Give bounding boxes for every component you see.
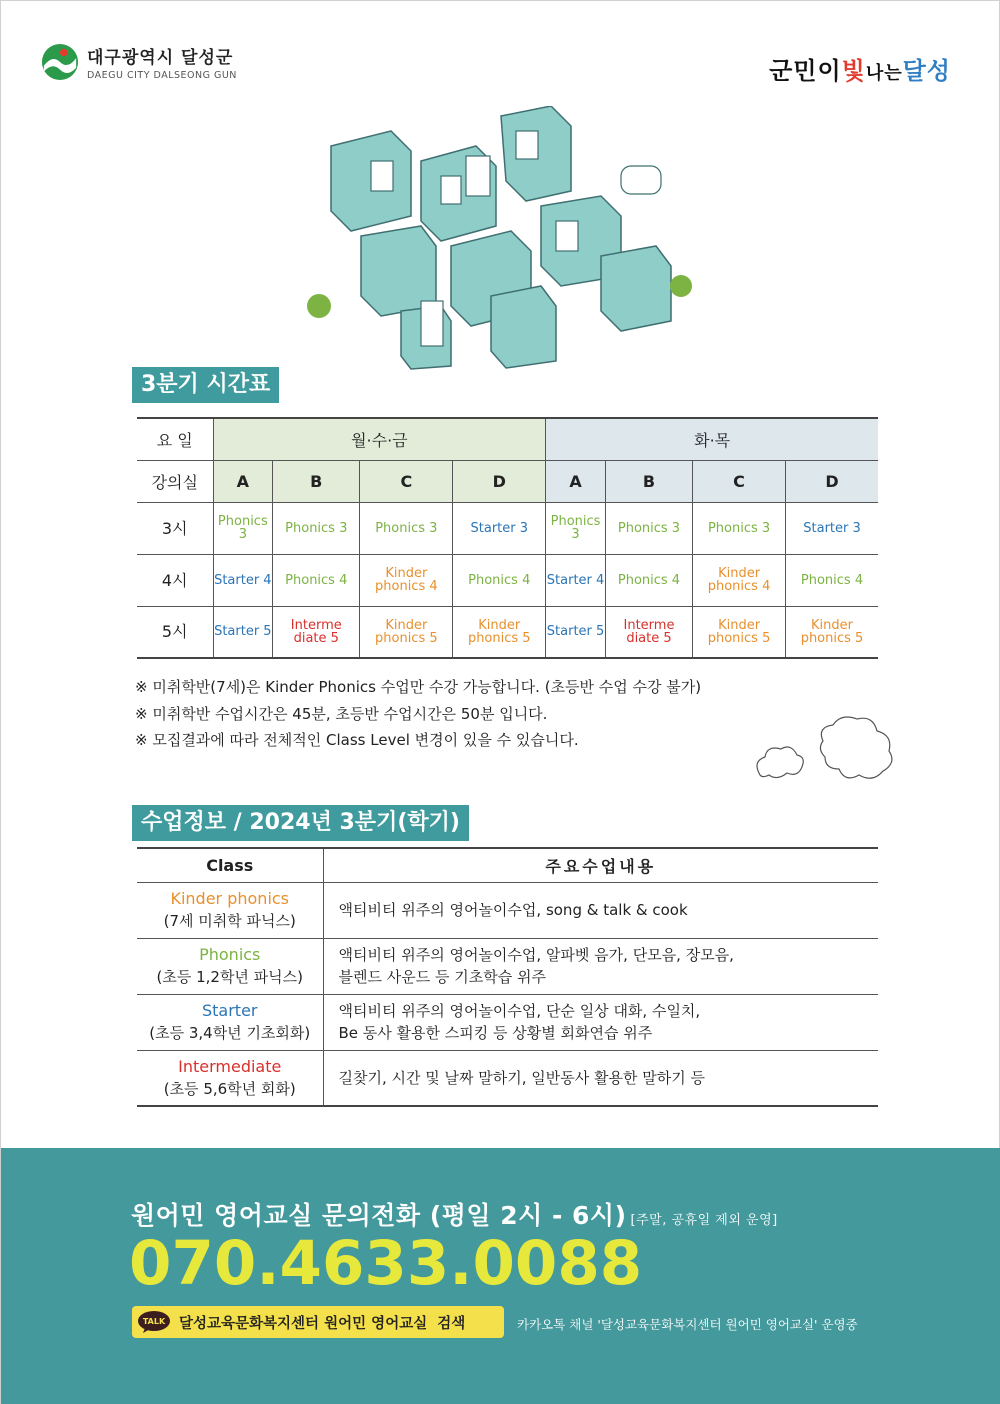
class-cell: Phonics 3 <box>213 502 273 554</box>
slogan-part-2: 빛 <box>841 57 866 85</box>
kakao-channel-note: 카카오톡 채널 '달성교육문화복지센터 원어민 영어교실' 운영중 <box>517 1317 858 1332</box>
class-cell: Kinder phonics 4 <box>360 554 453 606</box>
time-label: 4시 <box>137 554 213 606</box>
class-target: (초등 3,4학년 기초회화) <box>149 1024 311 1042</box>
table-row <box>137 994 878 1050</box>
room-label: 강의실 <box>137 460 213 502</box>
cloud-icon <box>751 713 901 793</box>
class-cell: Phonics 3 <box>273 502 360 554</box>
contact-footer <box>1 1148 1000 1404</box>
timetable <box>137 417 878 659</box>
class-cell: Kinder phonics 5 <box>693 606 786 658</box>
class-name: Starter <box>201 1001 258 1020</box>
room-header: C <box>360 460 453 502</box>
class-cell: Kinder phonics 5 <box>786 606 878 658</box>
class-cell: Kinder phonics 4 <box>693 554 786 606</box>
class-cell: Phonics 4 <box>786 554 878 606</box>
class-cell: Starter 5 <box>213 606 273 658</box>
class-cell: Starter 3 <box>453 502 546 554</box>
org-name-en: DAEGU CITY DALSEONG GUN <box>87 70 237 81</box>
table-row <box>137 502 878 554</box>
class-target: (초등 5,6학년 회화) <box>163 1079 296 1098</box>
class-description: 액티비티 위주의 영어놀이수업, 단순 일상 대화, 수일치, <box>338 1002 701 1020</box>
dalseong-emblem-icon <box>41 43 79 81</box>
class-cell: Starter 4 <box>546 554 606 606</box>
group-tue-thu: 화·목 <box>546 418 878 460</box>
note-line: ※ 모집결과에 따라 전체적인 Class Level 변경이 있을 수 있습니다. <box>135 731 579 749</box>
class-cell: Interme diate 5 <box>273 606 360 658</box>
room-header: A <box>546 460 606 502</box>
class-cell: Kinder phonics 5 <box>360 606 453 658</box>
class-cell: Phonics 4 <box>453 554 546 606</box>
phone-number[interactable]: 070.4633.0088 <box>129 1228 643 1299</box>
class-description: Be 동사 활용한 스피킹 등 상황별 회화연습 위주 <box>338 1024 653 1042</box>
room-header: C <box>693 460 786 502</box>
class-cell: Phonics 3 <box>360 502 453 554</box>
org-name-ko: 대구광역시 달성군 <box>87 48 234 68</box>
table-row <box>137 938 878 994</box>
contact-title-text: 원어민 영어교실 문의전화 (평일 2시 - 6시) <box>131 1201 627 1230</box>
org-logo <box>41 43 237 81</box>
class-target: (7세 미취학 파닉스) <box>163 912 296 930</box>
search-button[interactable]: 검색 <box>437 1315 466 1332</box>
search-keyword: 달성교육문화복지센터 원어민 영어교실 <box>179 1315 428 1332</box>
class-cell: Phonics 3 <box>693 502 786 554</box>
slogan-part-4: 달성 <box>902 57 951 85</box>
talk-label: TALK <box>142 1317 166 1326</box>
class-cell: Phonics 4 <box>273 554 360 606</box>
class-description: 블렌드 사운드 등 기초학습 위주 <box>338 968 546 986</box>
room-header: A <box>213 460 273 502</box>
slogan-part-1: 군민이 <box>769 57 842 85</box>
day-label: 요 일 <box>137 418 213 460</box>
room-header: D <box>786 460 878 502</box>
class-info-table <box>137 847 878 1107</box>
class-cell: Kinder phonics 5 <box>453 606 546 658</box>
note-line: ※ 미취학반(7세)은 Kinder Phonics 수업만 수강 가능합니다. (초등반 수업 수강 불가) <box>135 678 702 696</box>
class-name: Phonics <box>199 945 261 964</box>
class-cell: Starter 4 <box>213 554 273 606</box>
contact-hours-note: [주말, 공휴일 제외 운영] <box>630 1213 778 1228</box>
content-column-header: 주요수업내용 <box>323 848 878 882</box>
table-row <box>137 882 878 938</box>
class-name: Intermediate <box>178 1056 282 1076</box>
class-column-header: Class <box>137 848 323 882</box>
kakao-search-bar[interactable] <box>132 1306 504 1338</box>
slogan-logo <box>769 51 951 86</box>
class-description: 액티비티 위주의 영어놀이수업, song & talk & cook <box>338 901 688 919</box>
time-label: 5시 <box>137 606 213 658</box>
class-name: Kinder phonics <box>170 889 290 908</box>
class-cell: Starter 5 <box>546 606 606 658</box>
class-description: 길찾기, 시간 및 날짜 말하기, 일반동사 활용한 말하기 등 <box>338 1068 705 1087</box>
class-cell: Interme diate 5 <box>605 606 692 658</box>
slogan-part-3: 나는 <box>865 63 903 84</box>
class-cell: Phonics 4 <box>605 554 692 606</box>
timetable-notes <box>135 674 701 754</box>
table-row <box>137 554 878 606</box>
kakaotalk-icon <box>137 1310 171 1334</box>
class-cell: Starter 3 <box>786 502 878 554</box>
room-header: D <box>453 460 546 502</box>
education-illustration <box>301 106 701 371</box>
class-description: 액티비티 위주의 영어놀이수업, 알파벳 음가, 단모음, 장모음, <box>338 946 734 964</box>
class-target: (초등 1,2학년 파닉스) <box>156 968 304 986</box>
timetable-title: 3분기 시간표 <box>132 367 279 403</box>
table-row <box>137 1050 878 1106</box>
note-line: ※ 미취학반 수업시간은 45분, 초등반 수업시간은 50분 입니다. <box>135 704 548 723</box>
class-cell: Phonics 3 <box>605 502 692 554</box>
table-row <box>137 606 878 658</box>
time-label: 3시 <box>137 502 213 554</box>
class-info-title: 수업정보 / 2024년 3분기(학기) <box>132 805 469 841</box>
class-cell: Phonics 3 <box>546 502 606 554</box>
group-mon-wed-fri: 월·수·금 <box>213 418 546 460</box>
contact-title <box>131 1196 778 1232</box>
room-header: B <box>273 460 360 502</box>
room-header: B <box>605 460 692 502</box>
